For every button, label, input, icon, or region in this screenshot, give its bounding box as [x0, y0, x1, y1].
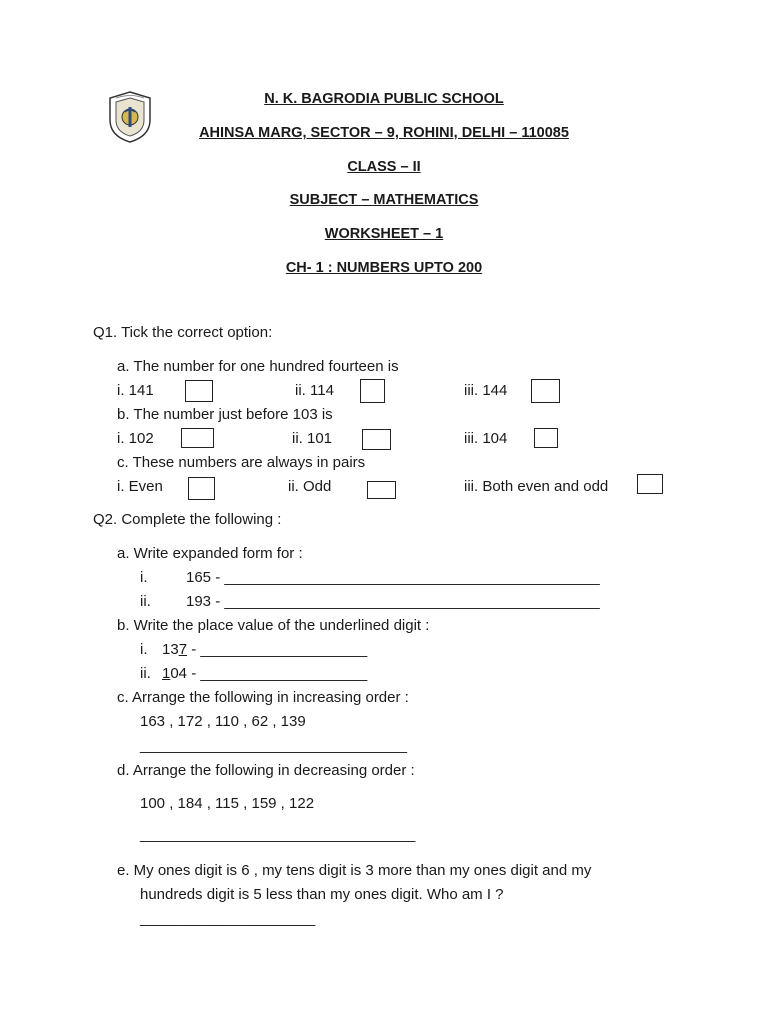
q1b-option-3-label: iii. 104	[464, 430, 508, 447]
q1b-option-2-checkbox[interactable]	[362, 429, 391, 450]
q1b-option-2-label: ii. 101	[292, 430, 333, 447]
q1c-option-2-checkbox[interactable]	[367, 481, 396, 499]
q2b-i-answer-line[interactable]	[162, 641, 367, 659]
q2b-i-number-start: 13	[162, 641, 179, 658]
chapter-label: CH- 1 : NUMBERS UPTO 200	[285, 260, 483, 276]
q1a-option-3-label: iii. 144	[464, 382, 508, 399]
q1-title: Q1. Tick the correct option:	[93, 324, 273, 341]
q1a-option-3-checkbox[interactable]	[531, 379, 560, 403]
q1c-option-2-label: ii. Odd	[288, 478, 332, 495]
q2b-ii-answer-line[interactable]	[162, 665, 367, 683]
q2e-question-line-2: hundreds digit is 5 less than my ones digit. Who am I ?	[140, 886, 504, 903]
q2b-i-underlined-digit: 7	[178, 641, 188, 658]
q2b-i-label: i.	[140, 641, 148, 658]
q1b-question: b. The number just before 103 is	[117, 406, 333, 423]
q2c-question: c. Arrange the following in increasing order :	[117, 689, 409, 706]
q2a-ii-label: ii.	[140, 593, 151, 610]
q2b-ii-blank: 04 - ____________________	[170, 665, 368, 682]
q2c-answer-line[interactable]: ________________________________	[140, 737, 407, 754]
q2b-ii-label: ii.	[140, 665, 151, 682]
q2b-question: b. Write the place value of the underlined digit :	[117, 617, 430, 634]
q1c-question: c. These numbers are always in pairs	[117, 454, 366, 471]
q1c-option-1-checkbox[interactable]	[188, 477, 215, 500]
q2a-question: a. Write expanded form for :	[117, 545, 303, 562]
q2b-ii-underlined-digit: 1	[162, 665, 171, 682]
q2c-numbers: 163 , 172 , 110 , 62 , 139	[140, 713, 306, 730]
q2e-question-line-1: e. My ones digit is 6 , my tens digit is 3 more than my ones digit and my	[117, 862, 592, 879]
school-name: N. K. BAGRODIA PUBLIC SCHOOL	[264, 91, 504, 107]
q1c-option-3-label: iii. Both even and odd	[464, 478, 609, 495]
q2b-i-blank: - ____________________	[187, 641, 368, 658]
q1a-option-1-checkbox[interactable]	[185, 380, 213, 402]
worksheet-label: WORKSHEET – 1	[324, 226, 444, 242]
q2a-i-answer-line[interactable]: 165 - _____________________________________________	[186, 569, 600, 586]
q2e-answer-line[interactable]: _____________________	[140, 910, 316, 927]
q1b-option-3-checkbox[interactable]	[534, 428, 558, 448]
q2a-ii-answer-line[interactable]: 193 - _____________________________________________	[186, 593, 600, 610]
q1a-question: a. The number for one hundred fourteen is	[117, 358, 399, 375]
q1a-option-2-label: ii. 114	[295, 382, 334, 399]
q2d-numbers: 100 , 184 , 115 , 159 , 122	[140, 795, 315, 812]
q1a-option-1-label: i. 141	[117, 382, 154, 399]
subject-label: SUBJECT – MATHEMATICS	[289, 192, 479, 208]
q1a-option-2-checkbox[interactable]	[360, 379, 385, 403]
q1b-option-1-label: i. 102	[117, 430, 154, 447]
q2a-i-label: i.	[140, 569, 148, 586]
class-label: CLASS – II	[347, 159, 421, 175]
q1b-option-1-checkbox[interactable]	[181, 428, 214, 448]
q2-title: Q2. Complete the following :	[93, 511, 282, 528]
q1c-option-1-label: i. Even	[117, 478, 163, 495]
q2d-answer-line[interactable]: _________________________________	[140, 826, 416, 843]
school-address: AHINSA MARG, SECTOR – 9, ROHINI, DELHI – 110085	[199, 125, 569, 141]
q2d-question: d. Arrange the following in decreasing order :	[117, 762, 415, 779]
q1c-option-3-checkbox[interactable]	[637, 474, 663, 494]
